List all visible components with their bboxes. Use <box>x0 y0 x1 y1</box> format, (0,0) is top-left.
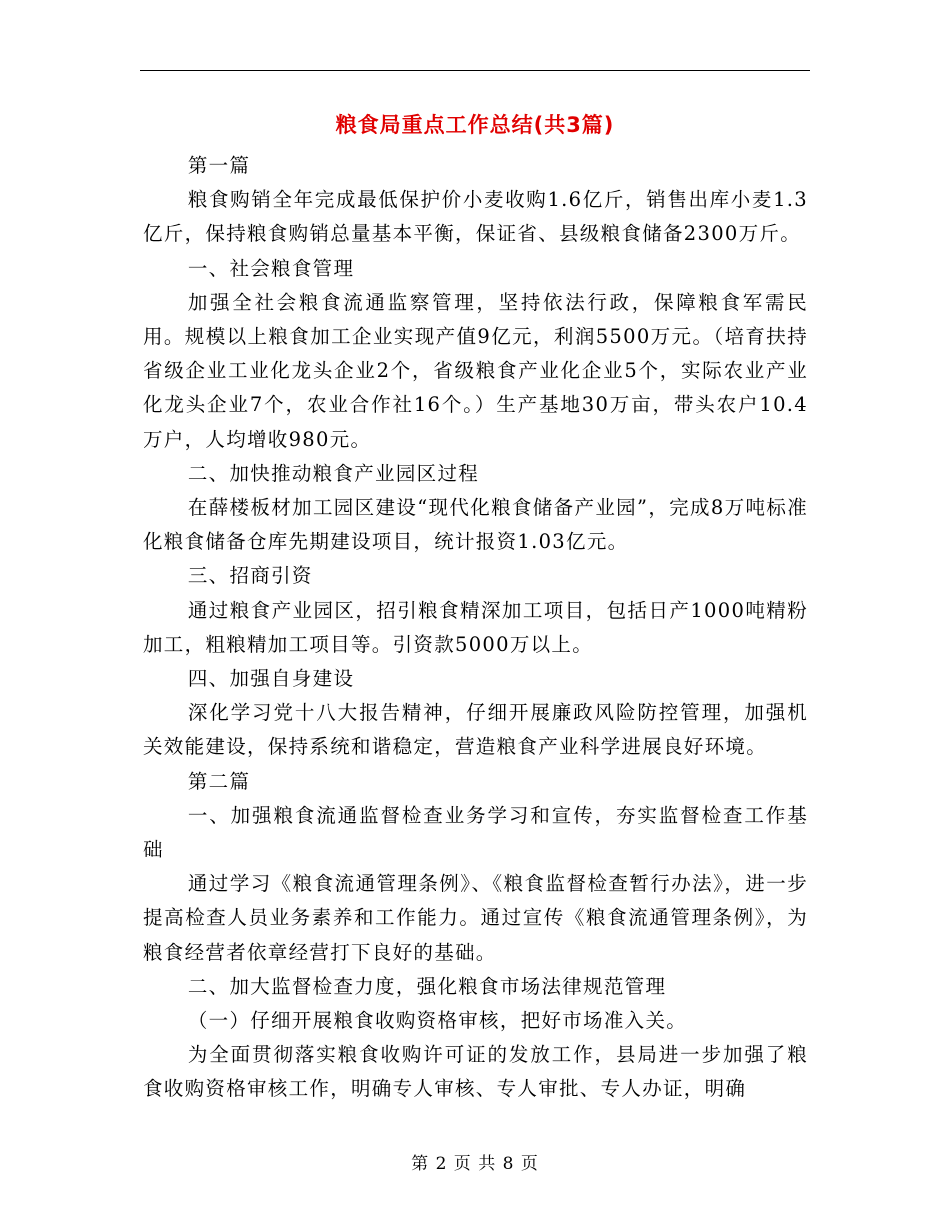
paragraph: 加强全社会粮食流通监察管理，坚持依法行政，保障粮食军需民用。规模以上粮食加工企业实现产值9亿元，利润5500万元。（培育扶持省级企业工业化龙头企业2个，省级粮食产业化企业5个，实际农业产业化龙头企业7个，农业合作社16个。）生产基地30万亩，带头农户10.4万户，人均增收980元。 <box>143 290 808 451</box>
document-body <box>143 149 808 1107</box>
section-heading: 第一篇 <box>187 154 251 177</box>
section-heading: 二、加快推动粮食产业园区过程 <box>187 461 480 485</box>
page-number: 第 2 页 共 8 页 <box>411 1154 539 1174</box>
section-heading: 一、社会粮食管理 <box>187 256 355 280</box>
paragraph: 为全面贯彻落实粮食收购许可证的发放工作，县局进一步加强了粮食收购资格审核工作，明确专人审核、专人审批、专人办证，明确 <box>143 1043 808 1101</box>
paragraph: 在薛楼板材加工园区建设“现代化粮食储备产业园”，完成8万吨标准化粮食储备仓库先期建设项目，统计报资1.03亿元。 <box>143 496 808 554</box>
section-heading: 二、加大监督检查力度，强化粮食市场法律规范管理 <box>187 974 667 998</box>
paragraph: 深化学习党十八大报告精神，仔细开展廉政风险防控管理，加强机关效能建设，保持系统和谐稳定，营造粮食产业科学进展良好环境。 <box>143 701 808 759</box>
section-heading: 一、加强粮食流通监督检查业务学习和宣传，夯实监督检查工作基础 <box>143 803 808 862</box>
section-heading: 第二篇 <box>187 769 251 793</box>
paragraph: 粮食购销全年完成最低保护价小麦收购1.6亿斤，销售出库小麦1.3亿斤，保持粮食购销总量基本平衡，保证省、县级粮食储备2300万斤。 <box>143 188 808 246</box>
document-title: 粮食局重点工作总结(共3篇) <box>335 113 615 137</box>
paragraph: 通过粮食产业园区，招引粮食精深加工项目，包括日产1000吨精粉加工，粗粮精加工项目等。引资款5000万以上。 <box>143 598 808 656</box>
subsection-heading: （一）仔细开展粮食收购资格审核，把好市场准入关。 <box>187 1009 688 1033</box>
header-rule <box>140 70 810 71</box>
section-heading: 三、招商引资 <box>187 564 313 588</box>
paragraph: 通过学习《粮食流通管理条例》、《粮食监督检查暂行办法》，进一步提高检查人员业务素养和工作能力。通过宣传《粮食流通管理条例》，为粮食经营者依章经营打下良好的基础。 <box>143 872 808 964</box>
section-heading: 四、加强自身建设 <box>187 667 355 691</box>
